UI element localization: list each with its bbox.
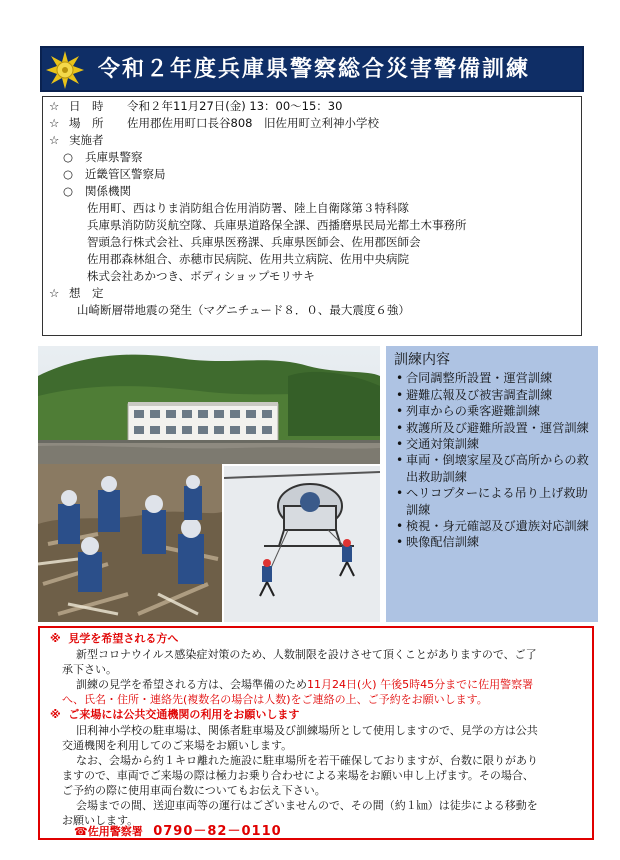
place-label: 場 所 <box>69 116 104 130</box>
training-item: • 救護所及び避難所設置・運営訓練 <box>394 420 590 436</box>
training-item: • 交通対策訓練 <box>394 436 590 452</box>
reservation-deadline: 11月24日(火) 午後5時45分までに佐用警察署 <box>307 678 534 691</box>
scenario-label: 想 定 <box>69 286 104 300</box>
contact-line <box>74 824 282 840</box>
agency-line: 佐用町、西はりま消防組合佐用消防署、陸上自衛隊第３特科隊 <box>87 201 409 215</box>
notice-heading-visitors: ※ 見学を希望される方へ <box>50 632 179 645</box>
scenario-row: ☆ 想 定 <box>49 286 104 300</box>
agency-line: 佐用郡森林組合、赤穂市民病院、佐用共立病院、佐用中央病院 <box>87 252 409 266</box>
place-value: 佐用郡佐用町口長谷808 旧佐用町立利神小学校 <box>127 116 379 130</box>
police-emblem-icon <box>45 50 85 90</box>
notice-heading-transport: ※ ご来場には公共交通機関の利用をお願いします <box>50 708 300 721</box>
agency-line: 智頭急行株式会社、兵庫県医務課、兵庫県医師会、佐用郡医師会 <box>87 235 421 249</box>
training-item: • 検視・身元確認及び遺族対応訓練 <box>394 518 590 534</box>
school-building-photo <box>38 346 380 464</box>
training-item: • 避難広報及び被害調査訓練 <box>394 387 590 403</box>
agency-line: 株式会社あかつき、ボディショップモリサキ <box>87 269 315 283</box>
organizers-row: ☆ 実施者 <box>49 133 104 147</box>
title-banner <box>40 46 584 92</box>
organizer-item: ○ 兵庫県警察 <box>63 150 143 164</box>
police-station-label: ☎佐用警察署 <box>74 825 143 838</box>
place-row: ☆ 場 所 佐用郡佐用町口長谷808 旧佐用町立利神小学校 <box>49 116 379 130</box>
date-label: 日 時 <box>69 99 104 113</box>
agency-line: 兵庫県消防防災航空隊、兵庫県道路保全課、西播磨県民局光都土木事務所 <box>87 218 467 232</box>
training-list <box>394 370 590 550</box>
date-value: 令和２年11月27日(金) 13：00～15：30 <box>127 99 343 113</box>
scenario-value: 山崎断層帯地震の発生（マグニチュード８．０、最大震度６強） <box>77 303 410 317</box>
training-item: • 車両・倒壊家屋及び高所からの救出救助訓練 <box>394 452 590 485</box>
phone-number: 0790－82－0110 <box>153 824 282 839</box>
organizers-label: 実施者 <box>69 133 104 147</box>
training-contents-box <box>386 346 598 622</box>
training-item: • 映像配信訓練 <box>394 534 590 550</box>
training-title: 訓練内容 <box>394 352 450 368</box>
training-item: • ヘリコプターによる吊り上げ救助訓練 <box>394 485 590 518</box>
training-item: • 合同調整所設置・運営訓練 <box>394 370 590 386</box>
helicopter-rescue-photo <box>224 466 380 622</box>
date-row: ☆ 日 時 令和２年11月27日(金) 13：00～15：30 <box>49 99 343 113</box>
organizer-item: ○ 関係機関 <box>63 184 131 198</box>
organizer-item: ○ 近畿管区警察局 <box>63 167 166 181</box>
visitor-notice-box: ※ 見学を希望される方へ 新型コロナウイルス感染症対策のため、人数制限を設けさせて頂くことがありますので、ご了 承下さい。 訓練の見学を希望される方は、会場準備のため11月24日(火) 午後5時45分までに佐用警察署 へ、氏名・住所・連絡先(複数名の場合は人数)をご連絡の上、ご予約をお願いします。 ※ ご来場には公共交通機関の利用をお願いします 旧利神小学校の駐車場は、関係者駐車場及び訓練場所として使用しますので、見学の方は公共 交通機関を利用してのご来場をお願いします。 なお、会場から約１キロ離れた施設に駐車場所を若干確保しておりますが、台数に限りがあり ますので、車両でご来場の際は極力お乗り合わせによる来場をお願い申し上げます。その場合、 ご予約の際に使用車両台数についてもお伝え下さい。 会場までの間、送迎車両等の運行はございませんので、その間（約１㎞）は徒歩による移動を お願いします。 ☎佐用警察署 0790－82－0110 <box>38 626 594 840</box>
event-info-box <box>42 96 582 336</box>
rescue-workers-photo <box>38 464 222 622</box>
training-item: • 列車からの乗客避難訓練 <box>394 403 590 419</box>
page-title: 令和２年度兵庫県警察総合災害警備訓練 <box>98 57 531 82</box>
